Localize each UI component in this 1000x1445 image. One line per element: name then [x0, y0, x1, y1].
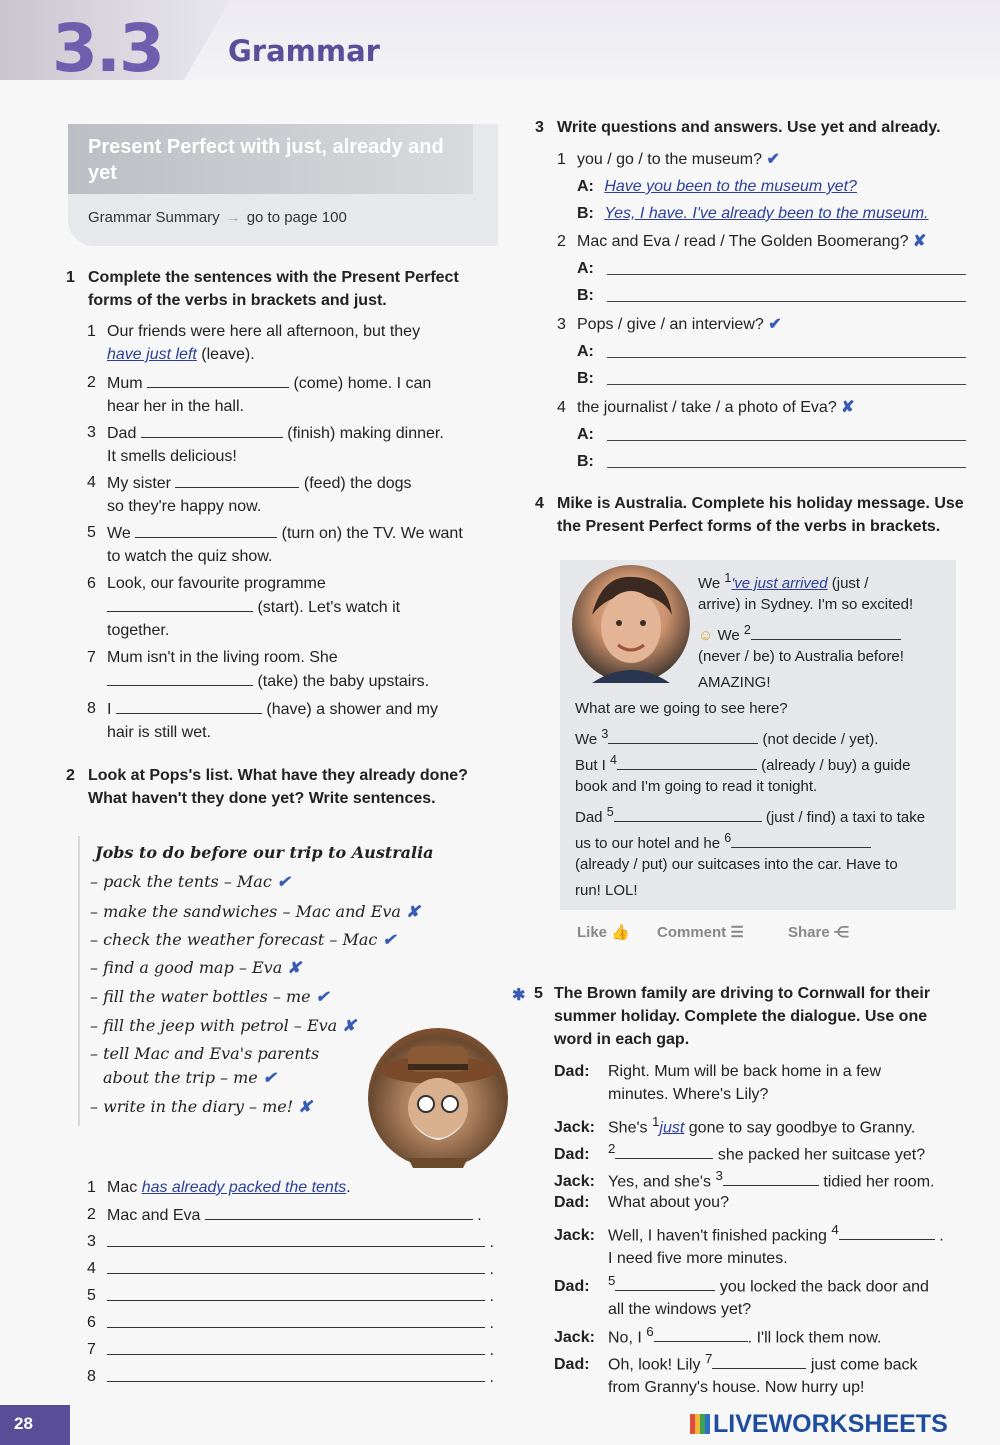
ex1-item-3	[87, 421, 497, 468]
dialogue-line-3	[554, 1137, 969, 1166]
job-text: – fill the water bottles – me	[90, 987, 311, 1006]
ex1-item-6	[87, 572, 497, 642]
msg-text: We	[575, 731, 598, 748]
cross-icon: ✘	[298, 1097, 312, 1116]
jobs-list-item	[90, 1097, 312, 1116]
answer-line[interactable]	[107, 1230, 485, 1247]
speaker: Jack:	[554, 1119, 595, 1137]
item-number: 2	[87, 1206, 96, 1223]
prompt-text: you / go / to the museum?	[577, 151, 762, 168]
item-end: .	[489, 1234, 494, 1251]
item-number: 6	[87, 575, 96, 592]
item-number: 7	[87, 1341, 96, 1358]
item-text: It smells delicious!	[107, 448, 237, 465]
ex3-item-2-a	[577, 257, 594, 280]
gap-number: 2	[743, 623, 751, 637]
item-number: 1	[557, 151, 566, 168]
answer-blank[interactable]	[712, 1352, 806, 1369]
dialogue-text: all the windows yet?	[608, 1301, 752, 1319]
comment-button[interactable]	[657, 923, 744, 941]
tick-icon: ✔	[315, 987, 330, 1006]
item-end: .	[489, 1315, 494, 1332]
item-number: 5	[87, 1287, 96, 1304]
ex3-item-3-prompt	[557, 313, 782, 336]
comment-label: Comment	[657, 924, 727, 941]
item-text: together.	[107, 622, 170, 639]
ex2-answer-8	[87, 1365, 497, 1389]
like-label: Like	[577, 924, 608, 941]
ex3-item-4-a	[577, 423, 594, 446]
dialogue-text: gone to say goodbye to Granny.	[688, 1119, 916, 1137]
ex5-number: 5	[534, 985, 543, 1002]
answer-blank[interactable]	[135, 521, 277, 538]
dialogue-line-6	[554, 1218, 969, 1270]
dialogue-text: She's	[608, 1119, 648, 1137]
ex1-item-7	[87, 646, 497, 693]
dialogue-line-9	[554, 1347, 969, 1399]
item-end: .	[489, 1342, 494, 1359]
item-text: hair is still wet.	[107, 724, 212, 741]
share-button[interactable]	[788, 923, 849, 941]
page-title: Grammar	[228, 34, 380, 68]
speaker: Dad:	[554, 1146, 590, 1164]
answer-line[interactable]	[107, 1284, 485, 1301]
item-end: .	[489, 1288, 494, 1305]
ex3-item-3-a	[577, 340, 594, 363]
ex2-number: 2	[66, 767, 75, 784]
msg-text: (not decide / yet).	[762, 731, 879, 748]
item-number: 3	[87, 424, 96, 441]
unit-number: 3.3	[52, 10, 163, 87]
item-text: so they're happy now.	[107, 498, 262, 515]
ex3-item-2-b	[577, 284, 594, 307]
job-text: – pack the tents – Mac	[90, 872, 272, 891]
ex2-answer-4	[87, 1257, 497, 1281]
answer-blank[interactable]	[147, 371, 289, 388]
gap-number: 2	[608, 1141, 616, 1156]
example-answer: has already packed the tents	[141, 1179, 347, 1196]
item-end: .	[477, 1207, 482, 1224]
msg-text: We	[698, 575, 721, 592]
a-label: A:	[577, 343, 594, 360]
answer-blank[interactable]	[615, 1142, 713, 1159]
gap-number: 1	[724, 571, 732, 585]
gap-number: 3	[715, 1168, 723, 1183]
ex5-text: The Brown family are driving to Cornwall for their summer holiday. Complete the dialogue. Use one word in each gap.	[554, 985, 931, 1048]
tick-icon: ✔	[766, 151, 780, 168]
item-text: (come) home. I can	[293, 375, 432, 392]
jobs-list-item	[90, 1044, 319, 1063]
speaker: Jack:	[554, 1227, 595, 1245]
answer-line[interactable]	[107, 1311, 485, 1328]
ex1-instruction	[66, 266, 498, 312]
ex3-item-4-prompt	[557, 396, 855, 419]
jobs-list-item	[90, 872, 290, 891]
answer-blank[interactable]	[723, 1169, 819, 1186]
answer-blank[interactable]	[839, 1223, 935, 1240]
answer-line[interactable]	[205, 1203, 473, 1220]
item-text: (have) a shower and my	[266, 701, 438, 718]
item-number: 7	[87, 649, 96, 666]
job-text: – make the sandwiches – Mac and Eva	[90, 902, 401, 921]
share-label: Share	[788, 924, 830, 941]
ex1-item-1	[87, 320, 497, 366]
ex2-answer-1	[87, 1176, 497, 1199]
item-number: 4	[87, 474, 96, 491]
ex5-instruction	[534, 982, 964, 1051]
item-text: We	[107, 525, 131, 542]
gap-number: 3	[601, 727, 609, 741]
ex1-item-2	[87, 371, 497, 418]
ex2-answer-6	[87, 1311, 497, 1335]
item-text: Mac	[107, 1179, 138, 1196]
answer-blank[interactable]	[614, 805, 762, 822]
mike-illustration	[572, 565, 690, 683]
job-text: – tell Mac and Eva's parents	[90, 1044, 320, 1063]
summary-target: go to page 100	[246, 209, 347, 226]
a-label: A:	[577, 178, 594, 195]
share-icon: ⋲	[833, 924, 849, 941]
logo-grid-icon	[690, 1414, 710, 1434]
jobs-list-item	[90, 958, 301, 977]
item-number: 8	[87, 1368, 96, 1385]
ex3-item-1-a	[577, 175, 857, 198]
msg-text: We	[717, 627, 740, 644]
dialogue-text: I need five more minutes.	[608, 1250, 788, 1268]
answer-blank[interactable]	[615, 1274, 715, 1291]
job-text: – check the weather forecast – Mac	[90, 930, 378, 949]
message-line-9: book and I'm going to read it tonight.	[575, 778, 818, 795]
dialogue-text: Well, I haven't finished packing	[608, 1227, 827, 1245]
ex3-text: Write questions and answers. Use yet and already.	[557, 119, 941, 136]
msg-text: But I	[575, 757, 606, 774]
dialogue-text: tidied her room.	[823, 1173, 935, 1191]
job-text: – write in the diary – me!	[90, 1097, 294, 1116]
dialogue-line-2	[554, 1110, 974, 1139]
jobs-list-item	[103, 1068, 276, 1087]
speaker: Dad:	[554, 1356, 590, 1374]
answer-line[interactable]	[107, 1257, 485, 1274]
msg-text: (just /	[831, 575, 869, 592]
answer-blank[interactable]	[751, 623, 901, 640]
answer-blank[interactable]	[107, 669, 253, 686]
item-text: (take) the baby upstairs.	[257, 673, 430, 690]
dialogue-text: you locked the back door and	[719, 1278, 929, 1296]
answer-blank[interactable]	[141, 421, 283, 438]
answer-line[interactable]	[607, 274, 966, 275]
item-number: 1	[87, 323, 96, 340]
example-answer: Yes, I have. I've already been to the museum.	[604, 205, 929, 222]
ex3-instruction	[535, 116, 977, 139]
dialogue-text: minutes. Where's Lily?	[608, 1086, 769, 1103]
answer-line[interactable]	[607, 440, 966, 441]
ex2-instruction	[66, 764, 498, 810]
speaker: Dad:	[554, 1194, 590, 1211]
ex2-answer-7	[87, 1338, 497, 1362]
ex2-text: Look at Pops's list. What have they already done? What haven't they done yet? Write sentences.	[88, 767, 468, 807]
item-number: 2	[87, 374, 96, 391]
b-label: B:	[577, 453, 594, 470]
smiley-icon: ☺	[698, 627, 714, 644]
ex1-item-5	[87, 521, 507, 568]
ex5-star	[512, 985, 525, 1005]
ex2-answer-5	[87, 1284, 497, 1308]
page-number-tab	[0, 1405, 70, 1445]
gap-number: 7	[704, 1351, 713, 1366]
message-line-4: (never / be) to Australia before!	[698, 648, 904, 665]
example-answer: Have you been to the museum yet?	[604, 178, 857, 195]
item-number: 3	[557, 316, 566, 333]
cross-icon: ✘	[912, 233, 927, 250]
message-line-12: (already / put) our suitcases into the car. Have to	[575, 856, 898, 873]
speaker: Dad:	[554, 1063, 590, 1080]
answer-line[interactable]	[107, 1338, 485, 1355]
ex1-text: Complete the sentences with the Present Perfect forms of the verbs in brackets and just.	[88, 269, 459, 309]
grammar-summary-link[interactable]	[88, 209, 347, 226]
item-number: 5	[87, 524, 96, 541]
summary-label: Grammar Summary	[88, 209, 220, 226]
dialogue-line-1	[554, 1060, 969, 1106]
ex2-answer-3	[87, 1230, 497, 1254]
liveworksheets-logo[interactable]	[690, 1410, 948, 1439]
tick-icon: ✔	[768, 316, 782, 333]
list-margin-line	[78, 836, 80, 1126]
dialogue-text: Oh, look! Lily	[608, 1356, 701, 1374]
item-text: hear her in the hall.	[107, 398, 244, 415]
item-number: 4	[87, 1260, 96, 1277]
msg-text: us to our hotel and he	[575, 835, 721, 852]
dialogue-line-8	[554, 1320, 969, 1349]
job-text: – find a good map – Eva	[90, 958, 283, 977]
answer-blank[interactable]	[175, 471, 299, 488]
speaker: Dad:	[554, 1278, 590, 1296]
item-text: (finish) making dinner.	[287, 425, 444, 442]
speaker: Jack:	[554, 1173, 595, 1191]
ex3-item-1-prompt	[557, 148, 780, 171]
item-end: .	[489, 1261, 494, 1278]
b-label: B:	[577, 205, 594, 222]
cross-icon: ✘	[287, 958, 301, 977]
item-text: Look, our favourite programme	[107, 575, 326, 592]
ex1-item-8	[87, 697, 497, 744]
example-answer: have just left	[107, 346, 197, 363]
arrow-icon: →	[225, 209, 241, 226]
ex4-instruction	[535, 492, 977, 538]
dialogue-text: . I'll lock them now.	[747, 1329, 882, 1347]
answer-blank[interactable]	[116, 697, 262, 714]
dialogue-text: What about you?	[608, 1194, 729, 1211]
answer-blank[interactable]	[617, 753, 757, 770]
example-answer: just	[659, 1119, 685, 1137]
ex3-item-2-prompt	[557, 230, 927, 253]
ex1-item-4	[87, 471, 497, 518]
answer-blank[interactable]	[731, 831, 871, 848]
b-label: B:	[577, 287, 594, 304]
dialogue-text: Yes, and she's	[608, 1173, 711, 1191]
mike-avatar	[572, 565, 690, 683]
comment-icon: ☰	[730, 924, 744, 941]
gap-number: 5	[608, 1273, 616, 1288]
dialogue-text: she packed her suitcase yet?	[717, 1146, 926, 1164]
a-label: A:	[577, 260, 594, 277]
ex3-number: 3	[535, 119, 544, 136]
gap-number: 6	[646, 1324, 654, 1339]
item-text: (start). Let's watch it	[257, 599, 401, 616]
item-end: .	[346, 1179, 351, 1196]
item-number: 6	[87, 1314, 96, 1331]
tick-icon: ✔	[262, 1068, 277, 1087]
msg-text: (already / buy) a guide	[761, 757, 911, 774]
item-text: Mum	[107, 375, 143, 392]
tick-icon: ✔	[382, 930, 396, 949]
dialogue-line-5	[554, 1191, 969, 1214]
logo-text: LIVEWORKSHEETS	[713, 1410, 948, 1438]
cross-icon: ✘	[342, 1016, 356, 1035]
jobs-list-item	[90, 987, 329, 1006]
gap-number: 6	[724, 831, 732, 845]
answer-blank[interactable]	[107, 595, 253, 612]
item-text: to watch the quiz show.	[107, 548, 273, 565]
msg-text: (just / find) a taxi to take	[765, 809, 926, 826]
msg-text: Dad	[575, 809, 603, 826]
jobs-list-title: Jobs to do before our trip to Australia	[95, 843, 434, 862]
dialogue-text: .	[939, 1227, 944, 1245]
item-text: Mum isn't in the living room. She	[107, 649, 338, 666]
message-line-5: AMAZING!	[698, 674, 771, 691]
job-text: – fill the jeep with petrol – Eva	[90, 1016, 338, 1035]
answer-line[interactable]	[607, 467, 966, 468]
item-text: Our friends were here all afternoon, but they	[107, 323, 421, 340]
speaker: Jack:	[554, 1329, 595, 1347]
ex4-text: Mike is Australia. Complete his holiday message. Use the Present Perfect forms of the verbs in brackets.	[557, 495, 964, 535]
item-end: .	[489, 1369, 494, 1386]
answer-line[interactable]	[107, 1365, 485, 1382]
answer-blank[interactable]	[608, 727, 758, 744]
dialogue-line-7	[554, 1269, 969, 1321]
page-number: 28	[14, 1414, 33, 1433]
item-text: Dad	[107, 425, 137, 442]
dialogue-text: Right. Mum will be back home in a few	[608, 1063, 881, 1080]
prompt-text: Mac and Eva / read / The Golden Boomerang?	[577, 233, 909, 250]
answer-line[interactable]	[607, 384, 966, 385]
answer-blank[interactable]	[654, 1325, 748, 1342]
dialogue-text: just come back	[810, 1356, 918, 1374]
answer-line[interactable]	[607, 357, 966, 358]
gap-number: 5	[606, 805, 614, 819]
item-text: My sister	[107, 475, 171, 492]
ex3-item-3-b	[577, 367, 594, 390]
gap-number: 4	[831, 1222, 839, 1237]
gap-number: 1	[651, 1114, 660, 1129]
ex3-item-1-b	[577, 202, 928, 225]
answer-line[interactable]	[607, 301, 966, 302]
job-text: about the trip – me	[103, 1068, 258, 1087]
b-label: B:	[577, 370, 594, 387]
item-text: (leave).	[201, 346, 255, 363]
message-line-13: run! LOL!	[575, 882, 638, 899]
item-number: 1	[87, 1179, 96, 1196]
cross-icon: ✘	[841, 399, 855, 416]
ex1-number: 1	[66, 269, 75, 286]
item-text: (turn on) the TV. We want	[281, 525, 463, 542]
star-icon: ✱	[512, 987, 526, 1004]
jobs-list-item	[90, 1016, 356, 1035]
message-line-6: What are we going to see here?	[575, 700, 788, 717]
jobs-list-item	[90, 902, 419, 921]
message-line-2: arrive) in Sydney. I'm so excited!	[698, 596, 914, 613]
dialogue-text: No, I	[608, 1329, 642, 1347]
item-number: 4	[557, 399, 566, 416]
dialogue-text: from Granny's house. Now hurry up!	[608, 1379, 865, 1397]
example-answer: 've just arrived	[731, 575, 828, 592]
prompt-text: the journalist / take / a photo of Eva?	[577, 399, 837, 416]
gap-number: 4	[610, 753, 617, 767]
ex3-item-4-b	[577, 450, 594, 473]
item-text: I	[107, 701, 112, 718]
prompt-text: Pops / give / an interview?	[577, 316, 764, 333]
ex4-number: 4	[535, 495, 544, 512]
item-number: 8	[87, 700, 96, 717]
like-button[interactable]	[577, 923, 630, 941]
dialogue-line-4	[554, 1164, 969, 1193]
item-number: 3	[87, 1233, 96, 1250]
thumbs-up-icon: 👍	[611, 924, 630, 941]
pops-illustration	[368, 1028, 508, 1168]
tick-icon: ✔	[276, 872, 291, 891]
jobs-list-item	[90, 930, 396, 949]
item-number: 2	[557, 233, 566, 250]
item-text: (feed) the dogs	[303, 475, 412, 492]
a-label: A:	[577, 426, 594, 443]
cross-icon: ✘	[406, 902, 420, 921]
ex2-answer-2	[87, 1203, 497, 1227]
pops-character-avatar	[368, 1028, 508, 1168]
grammar-box-title: Present Perfect with just, already and yet	[88, 136, 444, 184]
item-text: Mac and Eva	[107, 1207, 201, 1224]
